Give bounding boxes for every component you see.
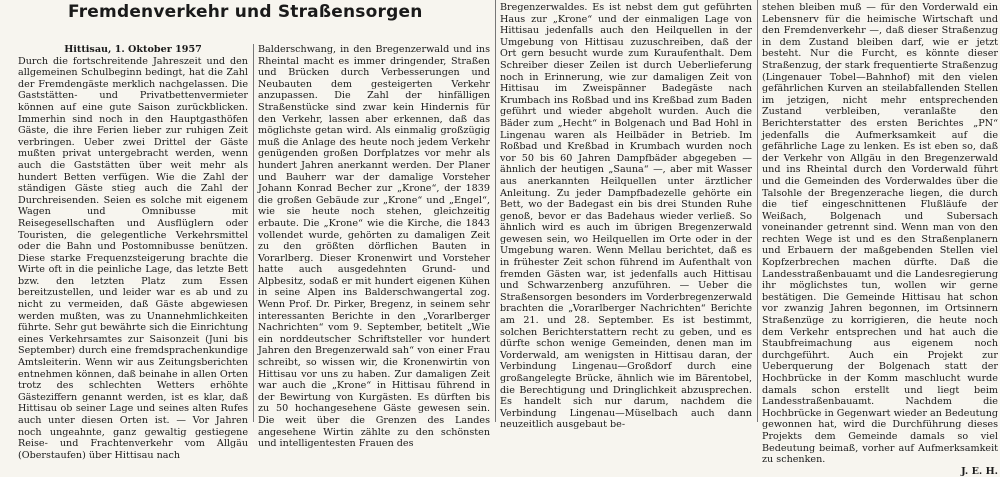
author-signature: J. E. H. (961, 465, 998, 477)
article-column-2 (258, 44, 490, 450)
article-column-4 (762, 2, 999, 477)
column-divider (253, 44, 254, 422)
column-divider (495, 0, 496, 422)
column-3-text: Bregenzerwaldes. Es ist nebst dem gut geführten Haus zur „Krone“ und der einmaligen Lage von Hittisau jedenfalls auch den Heilquellen in der Umgebung von Hittisau zuzuschreiben, daß der Ort gern besucht wurde zum Kuraufenthalt. Dem Schreiber dieser Zeilen ist durch Ueberlieferung noch in Erinnerung, wie zur damaligen Zeit von Hittisau im Zweispänner Badegäste nach Krumbach ins Roßbad und ins Kreßbad zum Baden geführt und wieder abgeholt wurden. Auch die Bäder zum „Hecht“ in Bolgenach und Bad Hohl in Lingenau waren als Heilbäder in Betrieb. Im Roßbad und Kreßbad in Krumbach wurden noch vor 50 bis 60 Jahren Dampfbäder abgegeben — ähnlich der heutigen „Sauna“ —, aber mit Wasser aus anerkannten Heilquellen unter ärztlicher Anleitung. Zu jeder Dampfbadezelle gehörte ein Bett, wo der Badegast ein bis drei Stunden Ruhe genoß, bevor er das Badehaus wieder verließ. So ähnlich wird es auch im übrigen Bregenzerwald gewesen sein, wo Heilquellen im Orte oder in der Umgebung waren. Wenn Mellau berichtet, daß es in frühester Zeit schon führend im Aufenthalt von fremden Gästen war, ist jedenfalls auch Hittisau und Schwarzenberg anzuführen. — Ueber die Straßensorgen besonders im Vorderbregenzerwald brachten die „Vorarlberger Nachrichten“ Berichte am 21. und 28. September. Es ist bestimmt, solchen Berichterstattern recht zu geben, und es dürfte schon wenige Gemeinden, denen man im Vorderwald, am wenigsten in Hittisau daran, der Verbindung Lingenau—Großdorf durch eine großangelegte Brücke, ähnlich wie im Bärentobel, die Berechtigung und Dringlichkeit abzusprechen. Es handelt sich nur darum, nachdem die Verbindung Lingenau—Müselbach auch dann neuzeitlich ausgebaut be- (500, 2, 752, 431)
column-1-text: Durch die fortschreitende Jahreszeit und den allgemeinen Schulbeginn bedingt, hat die Zahl der Fremdengäste merklich nachgelassen. Die Gaststätten- und Privatbettenvermieter können auf eine gute Saison zurückblicken. Immerhin sind noch in den Hauptgasthöfen Gäste, die ihre Ferien lieber zur ruhigen Zeit verbringen. Ueber zwei Drittel der Gäste mußten privat untergebracht werden, wenn auch die Gaststätten über weit mehr als hundert Betten verfügen. Wie die Zahl der ständigen Gäste stieg auch die Zahl der Durchreisenden. Seien es solche mit eigenem Wagen und Omnibusse mit Reisegesellschaften und Ausflüglern oder Touristen, die gelegentliche Verkehrsmittel oder die Bahn und Postomnibusse benützen. Diese starke Frequenzsteigerung brachte die Wirte oft in die peinliche Lage, das letzte Bett bzw. den letzten Platz zum Essen bereitzustellen, und leider war es ab und zu nicht zu vermeiden, daß Gäste abgewiesen werden mußten, was zu Unannehmlichkeiten führte. Sehr gut bewährte sich die Einrichtung eines Verkehrsamtes zur Saisonzeit (Juni bis September) durch eine fremdsprachenkundige Amtsleiterin. Wenn wir aus Zeitungsberichten entnehmen können, daß beinahe in allen Orten trotz des schlechten Wetters erhöhte Gästeziffern genannt werden, ist es klar, daß Hittisau ob seiner Lage und seines alten Rufes auch unter diesen Orten ist. — Vor Jahren noch ungeahnte, ganz gewaltig gestiegene Reise- und Frachtenverkehr vom Allgäu (Oberstaufen) über Hittisau nach (18, 55, 248, 461)
article-column-1 (18, 44, 248, 461)
article-column-3 (500, 2, 752, 431)
column-4-text: stehen bleiben muß — für den Vorderwald ein Lebensnerv für die heimische Wirtschaft und den Fremdenverkehr —, daß dieser Straßenzug in dem Zustand bleiben darf, wie er jetzt besteht. Nur die Furcht, es könnte dieser Straßenzug, der stark frequentierte Straßenzug (Lingenauer Tobel—Bahnhof) mit den vielen gefährlichen Kurven an steilabfallenden Stellen im jetzigen, nicht mehr entsprechenden Zustand verbleiben, veranlaßte den Berichterstatter des ersten Berichtes „PN“ jedenfalls die Aufmerksamkeit auf die gefährliche Lage zu lenken. Es ist eben so, daß der Verkehr von Allgäu in den Bregenzerwald und ins Rheintal durch den Vorderwald führt und die Gemeinden des Vorderwaldes über die Talsohle der Bregenzerache liegen, die durch die tief eingeschnittenen Flußläufe der Weißach, Bolgenach und Subersach voneinander getrennt sind. Wenn man von den rechten Wege ist und es den Straßenplanern und Erbauern der maßgebenden Stellen viel Kopfzerbrechen machen dürfte. Daß die Landesstraßenbauamt und die Landesregierung ihr möglichstes tun, wollen wir gerne bestätigen. Die Gemeinde Hittisau hat schon vor zwanzig Jahren begonnen, im Ortsinnern Straßenzüge zu korrigieren, die heute noch dem Verkehr entsprechen und hat auch die Staubfreimachung aus eigenem noch durchgeführt. Auch ein Projekt zur Ueberquerung der Bolgenach statt der Hochbrücke in der Komm maschlucht wurde damals schon erstellt und liegt beim Landesstraßenbauamt. Nachdem die Hochbrücke in Gegenwart wieder an Bedeutung gewonnen hat, wird die Durchführung dieses Projekts dem Gemeinde damals so viel Bedeutung beimaß, vorher auf Aufmerksamkeit zu schenken. (762, 2, 999, 466)
column-2-text: Balderschwang, in den Bregenzerwald und ins Rheintal macht es immer dringender, Straßen und Brücken durch Verbesserungen und Neubauten dem gesteigerten Verkehr anzupassen. Die Zahl der hinfälligen Straßenstücke sind zwar kein Hindernis für den Verkehr, lassen aber erkennen, daß das möglichste getan wird. Als einmalig großzügig muß die Anlage des heute noch jedem Verkehr genügenden großen Dorfplatzes vor mehr als hundert Jahren anerkannt werden. Der Planer und Bauherr war der damalige Vorsteher Johann Konrad Becher zur „Krone“, der 1839 die großen Gebäude zur „Krone“ und „Engel“, wie sie heute noch stehen, gleichzeitig erbaute. Die „Krone“ wie die Kirche, die 1843 vollendet wurde, gehörten zu damaligen Zeit zu den größten dörflichen Bauten in Vorarlberg. Dieser Kronenwirt und Vorsteher hatte auch ausgedehnten Grund- und Alpbesitz, sodaß er mit hundert eigenen Kühen in seine Alpen ins Balderschwangertal zog. Wenn Prof. Dr. Pirker, Bregenz, in seinem sehr interessanten Berichte in den „Vorarlberger Nachrichten“ vom 9. September, betitelt „Wie ein norddeutscher Schriftsteller vor hundert Jahren den Bregenzerwald sah“ von einer Frau schreibt, so wissen wir, die Kronenwirtin von Hittisau vor uns zu haben. Zur damaligen Zeit war auch die „Krone“ in Hittisau führend in der Bewirtung von Kurgästen. Es dürften bis zu 50 hochangesehene Gäste gewesen sein. Die weit über die Grenzen des Landes angesehene Wirtin zählte zu den schönsten und intelligentesten Frauen des (258, 44, 490, 450)
column-divider (757, 0, 758, 422)
dateline: Hittisau, 1. Oktober 1957 (64, 44, 202, 55)
headline: Fremdenverkehr und Straßensorgen (68, 2, 423, 22)
